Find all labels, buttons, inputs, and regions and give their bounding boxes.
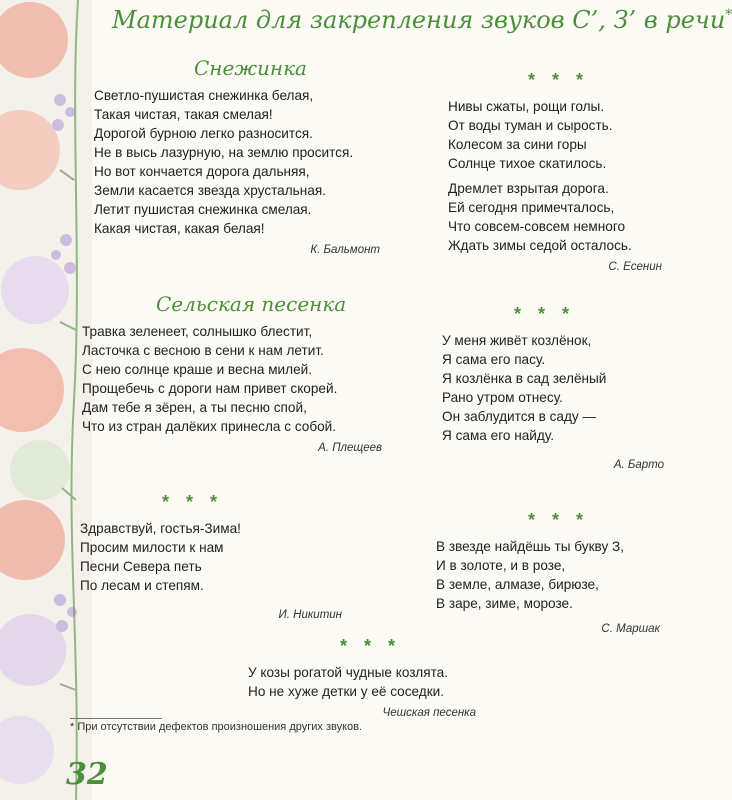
poem-author: А. Барто: [613, 459, 664, 471]
poem-line: Прощебечь с дороги нам привет скорей.: [82, 381, 338, 396]
poem-snowflake: [94, 56, 380, 256]
poem-line: Рано утром отнесу.: [442, 390, 563, 405]
poem-line: Солнце тихое скатилось.: [448, 156, 607, 171]
page-number: 32: [66, 757, 108, 792]
poem-line: Летит пушистая снежинка смелая.: [94, 202, 312, 217]
poem-star: [436, 510, 660, 635]
poem-line: Он заблудится в саду —: [442, 409, 597, 424]
footnote-divider: [70, 718, 162, 719]
poem-line: В заре, зиме, морозе.: [436, 596, 573, 611]
poem-title: Снежинка: [194, 56, 307, 80]
poem-line: От воды туман и сырость.: [448, 118, 613, 133]
poem-line: Но не хуже детки у её соседки.: [248, 684, 445, 699]
poem-line: Светло-пушистая снежинка белая,: [94, 88, 314, 103]
poem-author: С. Маршак: [601, 623, 660, 635]
poem-line: С нею солнце краше и весна милей.: [82, 362, 313, 377]
poem-line: Какая чистая, какая белая!: [94, 221, 265, 236]
poem-line: По лесам и степям.: [80, 578, 204, 593]
poem-line: Я сама его пасу.: [442, 352, 546, 367]
poem-line: Я козлёнка в сад зелёный: [442, 371, 607, 386]
poem-line: Ждать зимы седой осталось.: [448, 238, 632, 253]
page-title-text: Материал для закрепления звуков С’, З’ в речи: [112, 6, 726, 34]
poem-line: Дорогой бурною легко разносится.: [94, 126, 313, 141]
poem-author: Чешская песенка: [382, 707, 476, 719]
poem-winter: [80, 492, 342, 621]
stars-divider: * * *: [528, 510, 590, 530]
stars-divider: * * *: [340, 636, 402, 656]
stars-divider: * * *: [162, 492, 224, 512]
poem-line: Такая чистая, такая смелая!: [94, 107, 273, 122]
poem-line: В звезде найдёшь ты букву З,: [436, 539, 625, 554]
poem-goat: [442, 304, 664, 471]
stars-divider: * * *: [514, 304, 576, 324]
poem-line: У козы рогатой чудные козлята.: [248, 665, 449, 680]
stars-divider: * * *: [528, 70, 590, 90]
page-title: [112, 6, 732, 34]
poem-line: Нивы сжаты, рощи голы.: [448, 99, 605, 114]
poem-author: А. Плещеев: [318, 442, 382, 454]
poem-niva: [448, 70, 662, 273]
poem-line: Ей сегодня примечталось,: [448, 200, 615, 215]
poem-village: [82, 292, 382, 454]
poem-line: Но вот кончается дорога дальняя,: [94, 164, 310, 179]
poem-line: Я сама его найду.: [442, 428, 554, 443]
poem-line: Просим милости к нам: [80, 540, 224, 555]
poem-line: Здравствуй, гостья-Зима!: [80, 521, 241, 536]
poem-line: В земле, алмазе, бирюзе,: [436, 577, 599, 592]
poem-kids: [248, 636, 476, 719]
footnote: * При отсутствии дефектов произношения других звуков.: [70, 721, 363, 733]
poem-line: Ласточка с весною в сени к нам летит.: [82, 343, 324, 358]
poem-author: С. Есенин: [608, 261, 662, 273]
poem-line: Дам тебе я зёрен, а ты песню спой,: [82, 400, 307, 415]
poem-line: Что из стран далёких принесла с собой.: [82, 419, 337, 434]
poem-line: И в золоте, и в розе,: [436, 558, 566, 573]
poem-line: Колесом за сини горы: [448, 137, 587, 152]
poem-line: Земли касается звезда хрустальная.: [94, 183, 326, 198]
poem-line: Песни Севера петь: [80, 559, 202, 574]
poem-title: Сельская песенка: [156, 292, 347, 316]
poem-author: К. Бальмонт: [310, 244, 380, 256]
footnote-mark: *: [725, 7, 732, 23]
poem-line: Травка зеленеет, солнышко блестит,: [82, 324, 313, 339]
poem-line: Что совсем-совсем немного: [448, 219, 626, 234]
poem-line: Не в высь лазурную, на землю просится.: [94, 145, 354, 160]
poem-line: Дремлет взрытая дорога.: [448, 181, 609, 196]
floral-border-illustration: [0, 0, 92, 800]
poem-author: И. Никитин: [278, 609, 342, 621]
poem-line: У меня живёт козлёнок,: [442, 333, 592, 348]
